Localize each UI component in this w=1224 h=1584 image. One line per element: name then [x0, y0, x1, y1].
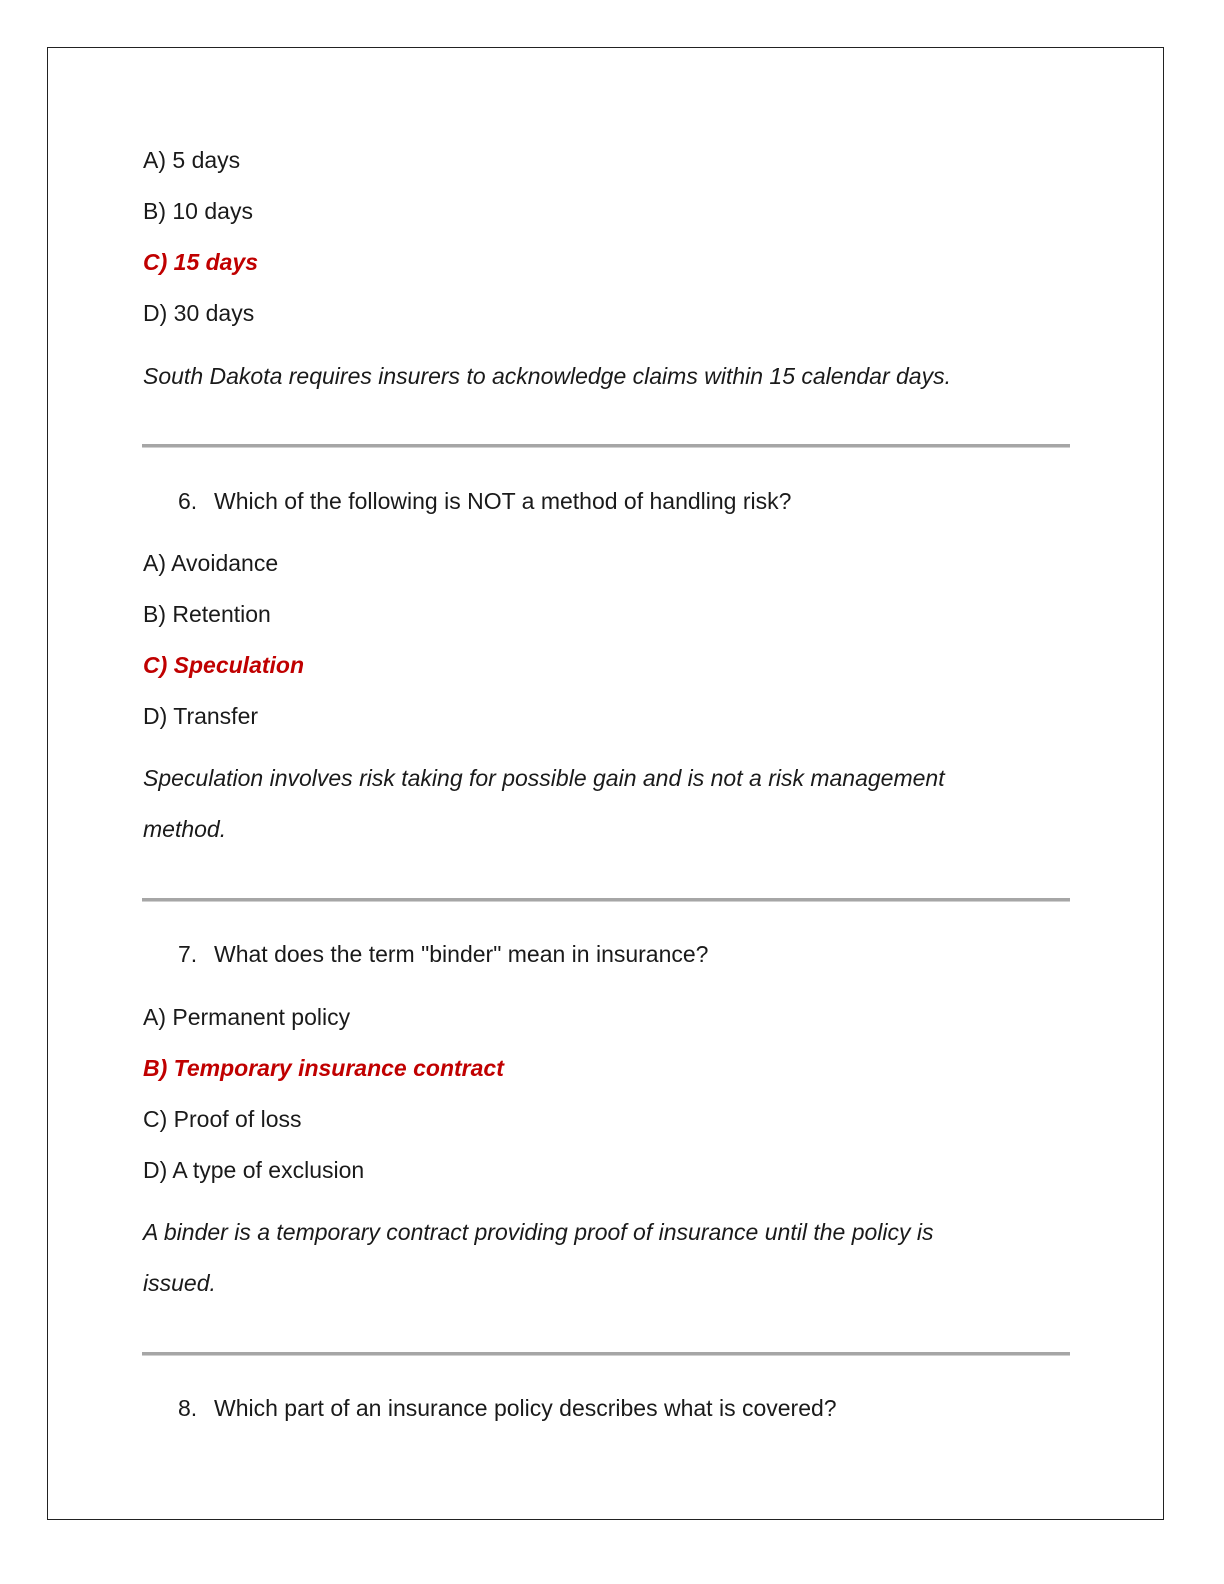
q6-correct-option: C) Speculation	[143, 652, 305, 678]
q6-text: Which of the following is NOT a method of handling risk?	[214, 488, 792, 514]
q5-explanation: South Dakota requires insurers to acknowledge claims within 15 calendar days.	[143, 363, 951, 389]
q6-option-d: D) Transfer	[143, 703, 259, 729]
q7-explanation-line2: issued.	[143, 1270, 216, 1296]
q8-text: Which part of an insurance policy describes what is covered?	[214, 1395, 837, 1421]
q5-option-d: D) 30 days	[143, 300, 255, 326]
q7-number: 7.	[178, 941, 198, 967]
divider	[142, 1352, 1070, 1356]
q5-option-b: B) 10 days	[143, 198, 253, 224]
q6-number: 6.	[178, 488, 198, 514]
q7-option-d: D) A type of exclusion	[143, 1157, 365, 1183]
q5-option-a: A) 5 days	[143, 147, 241, 173]
q7-text: What does the term "binder" mean in insurance?	[214, 941, 709, 967]
q7-option-c: C) Proof of loss	[143, 1106, 302, 1132]
q7-correct-option: B) Temporary insurance contract	[143, 1055, 504, 1081]
q8-number: 8.	[178, 1395, 198, 1421]
q8-question	[178, 1394, 837, 1422]
divider	[142, 898, 1070, 902]
q6-explanation-line1: Speculation involves risk taking for possible gain and is not a risk management	[143, 765, 945, 791]
q7-question	[178, 940, 708, 968]
q5-correct-option: C) 15 days	[143, 249, 259, 275]
divider	[142, 444, 1070, 448]
q7-explanation-line1: A binder is a temporary contract providing proof of insurance until the policy is	[143, 1219, 934, 1245]
q6-option-a: A) Avoidance	[143, 550, 279, 576]
q6-question	[178, 487, 791, 515]
q7-option-a: A) Permanent policy	[143, 1004, 351, 1030]
q6-option-b: B) Retention	[143, 601, 271, 627]
q6-explanation-line2: method.	[143, 816, 227, 842]
